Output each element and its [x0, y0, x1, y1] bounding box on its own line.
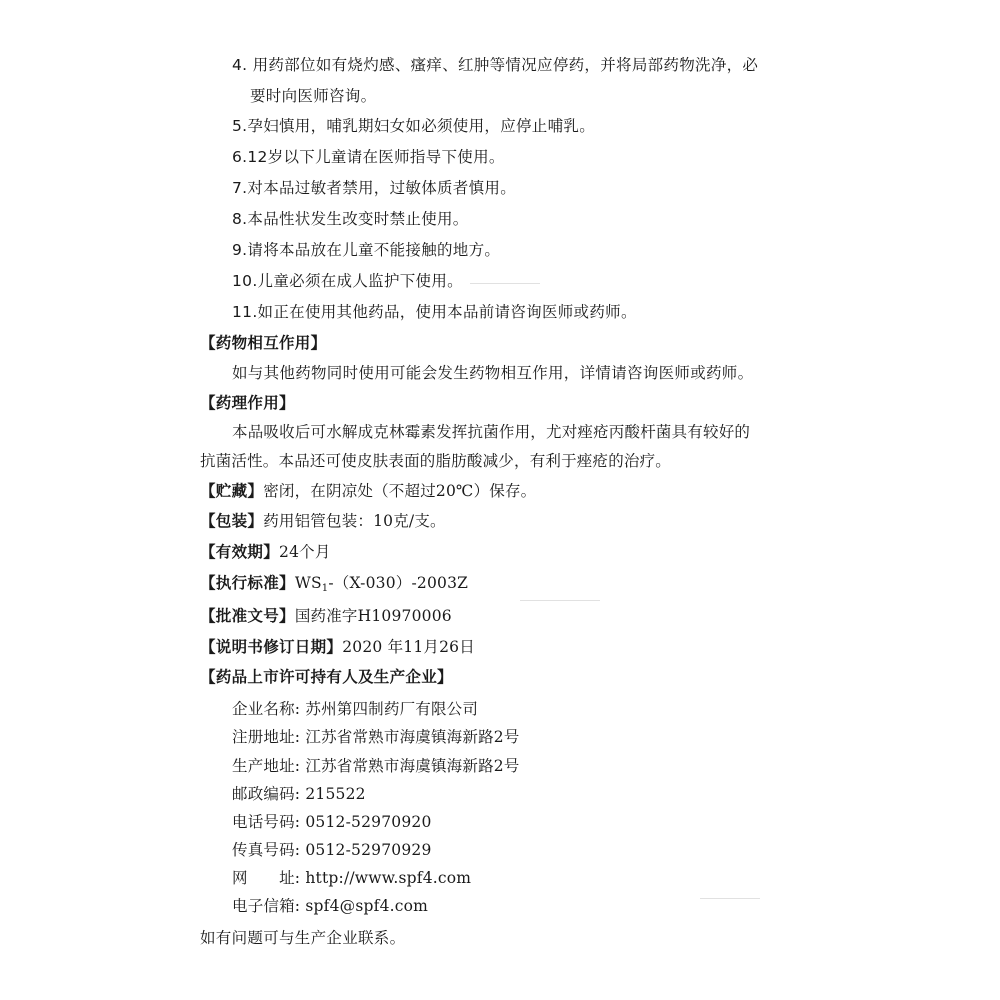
holder-row-company [232, 699, 478, 719]
precaution-item-10: 10.儿童必须在成人监护下使用。 [232, 272, 463, 290]
pharmacology-heading: 【药理作用】 [200, 394, 295, 412]
holder-row-value: http://www.spf4.com [305, 869, 472, 887]
holder-row-email [232, 896, 428, 916]
approval-value: 国药准字H10970006 [294, 607, 452, 625]
holder-row-value: 0512-52970920 [305, 813, 432, 831]
approval-row [200, 606, 452, 626]
packaging-label: 【包装】 [200, 512, 264, 530]
storage-label: 【贮藏】 [200, 482, 264, 500]
validity-row [200, 542, 331, 562]
storage-row [200, 481, 536, 501]
revision-label: 【说明书修订日期】 [200, 638, 343, 656]
footer-note: 如有问题可与生产企业联系。 [200, 929, 406, 947]
standard-suffix: -（X-030）-2003Z [328, 574, 469, 592]
holder-row-label: 电话号码: [232, 813, 301, 831]
pharmacology-text-line1: 本品吸收后可水解成克林霉素发挥抗菌作用，尤对痤疮丙酸杆菌具有较好的 [232, 423, 751, 441]
interactions-text: 如与其他药物同时使用可能会发生药物相互作用，详情请咨询医师或药师。 [232, 364, 754, 382]
standard-row [200, 573, 468, 599]
holder-row-value: 215522 [305, 785, 366, 803]
validity-value: 24个月 [279, 543, 331, 561]
revision-value: 2020 年11月26日 [342, 638, 475, 656]
precaution-item-4: 4. 用药部位如有烧灼感、瘙痒、红肿等情况应停药，并将局部药物洗净，必 [232, 56, 759, 74]
holder-row-production-address [232, 756, 520, 776]
holder-heading: 【药品上市许可持有人及生产企业】 [200, 668, 453, 686]
precaution-item-8: 8.本品性状发生改变时禁止使用。 [232, 210, 469, 228]
storage-value: 密闭，在阴凉处（不超过20℃）保存。 [263, 482, 537, 500]
precaution-item-4-cont: 要时向医师咨询。 [250, 87, 377, 105]
packaging-value: 药用铝管包装：10克/支。 [263, 512, 446, 530]
precaution-item-5: 5.孕妇慎用，哺乳期妇女如必须使用，应停止哺乳。 [232, 117, 595, 135]
holder-row-value: 江苏省常熟市海虞镇海新路2号 [305, 757, 520, 775]
approval-label: 【批准文号】 [200, 607, 295, 625]
holder-row-label: 注册地址: [232, 728, 301, 746]
holder-row-website [232, 868, 471, 888]
holder-row-value: 0512-52970929 [305, 841, 432, 859]
precaution-item-9: 9.请将本品放在儿童不能接触的地方。 [232, 241, 501, 259]
packaging-row [200, 511, 446, 531]
standard-prefix: WS [294, 574, 322, 592]
precaution-item-6: 6.12岁以下儿童请在医师指导下使用。 [232, 148, 505, 166]
revision-row [200, 637, 475, 657]
holder-row-value: 江苏省常熟市海虞镇海新路2号 [305, 728, 520, 746]
holder-row-label: 生产地址: [232, 757, 301, 775]
precaution-item-11: 11.如正在使用其他药品，使用本品前请咨询医师或药师。 [232, 303, 637, 321]
holder-row-label: 传真号码: [232, 841, 301, 859]
holder-row-value: 苏州第四制药厂有限公司 [305, 700, 479, 718]
holder-row-fax [232, 840, 432, 860]
holder-row-phone [232, 812, 432, 832]
holder-row-label: 邮政编码: [232, 785, 301, 803]
scan-streak [700, 898, 760, 899]
holder-row-label: 网 址: [232, 869, 301, 887]
standard-label: 【执行标准】 [200, 574, 295, 592]
holder-row-registered-address [232, 727, 520, 747]
holder-row-value: spf4@spf4.com [305, 897, 429, 915]
holder-row-postal-code [232, 784, 366, 804]
standard-subscript: 1 [321, 583, 329, 594]
scan-streak [470, 283, 540, 284]
interactions-heading: 【药物相互作用】 [200, 334, 327, 352]
validity-label: 【有效期】 [200, 543, 280, 561]
pharmacology-text-line2: 抗菌活性。本品还可使皮肤表面的脂肪酸减少，有利于痤疮的治疗。 [200, 452, 672, 470]
holder-row-label: 电子信箱: [232, 897, 301, 915]
holder-row-label: 企业名称: [232, 700, 301, 718]
precaution-item-7: 7.对本品过敏者禁用，过敏体质者慎用。 [232, 179, 516, 197]
scan-streak [520, 600, 600, 601]
